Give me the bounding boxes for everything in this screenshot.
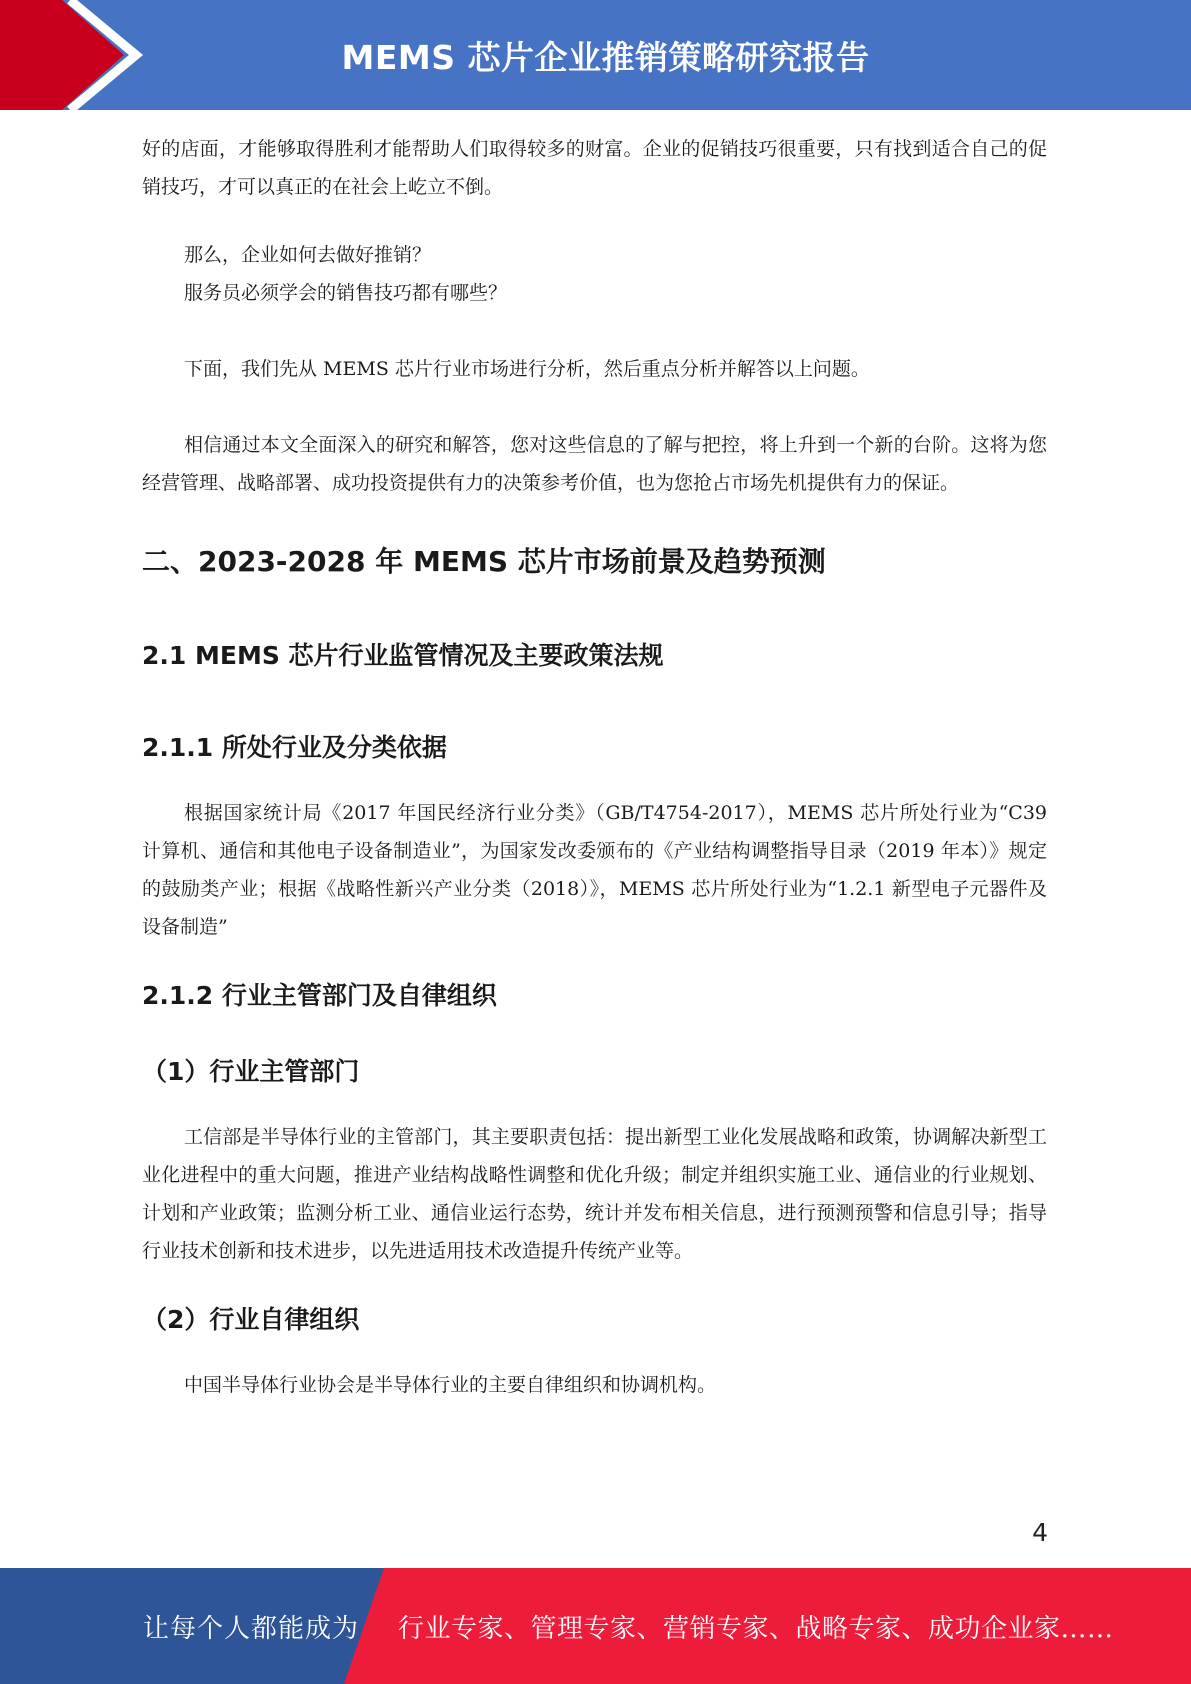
- footer-slogan-left: 让每个人都能成为: [143, 1613, 360, 1644]
- subsection-heading-2-1-1: 2.1.1 所处行业及分类依据: [142, 733, 447, 762]
- paragraph-analysis-plan: 下面，我们先从 MEMS 芯片行业市场进行分析，然后重点分析并解答以上问题。: [184, 358, 870, 380]
- subsection-heading-2-1: 2.1 MEMS 芯片行业监管情况及主要政策法规: [142, 641, 664, 670]
- question-1: 那么，企业如何去做好推销？: [184, 244, 432, 266]
- header-banner: [0, 0, 1191, 110]
- heading-authority: （1）行业主管部门: [142, 1057, 360, 1086]
- paragraph-self-regulation: 中国半导体行业协会是半导体行业的主要自律组织和协调机构。: [184, 1374, 717, 1396]
- paragraph-intro: 好的店面，才能够取得胜利才能帮助人们取得较多的财富。企业的促销技巧很重要，只有找到适合自己的促销技巧，才可以真正的在社会上屹立不倒。: [142, 138, 1047, 198]
- question-2: 服务员必须学会的销售技巧都有哪些？: [184, 282, 508, 304]
- subsection-heading-2-1-2: 2.1.2 行业主管部门及自律组织: [142, 981, 497, 1010]
- document-body: [142, 130, 1047, 1404]
- footer-slogan-right: 行业专家、管理专家、营销专家、战略专家、成功企业家……: [398, 1613, 1114, 1644]
- paragraph-value: 相信通过本文全面深入的研究和解答，您对这些信息的了解与把控，将上升到一个新的台阶。这将为您经营管理、战略部署、成功投资提供有力的决策参考价值，也为您抢占市场先机提供有力的保证。: [142, 434, 1047, 494]
- heading-self-regulation: （2）行业自律组织: [142, 1305, 360, 1334]
- section-heading-2: 二、2023-2028 年 MEMS 芯片市场前景及趋势预测: [142, 545, 826, 578]
- footer-banner: [0, 1568, 1191, 1684]
- page-number: 4: [1032, 1518, 1048, 1547]
- paragraph-authority: 工信部是半导体行业的主管部门，其主要职责包括：提出新型工业化发展战略和政策，协调解决新型工业化进程中的重大问题，推进产业结构战略性调整和优化升级；制定并组织实施工业、通信业的行业规划、计划和产业政策；监测分析工业、通信业运行态势，统计并发布相关信息，进行预测预警和信息引导；指导行业技术创新和技术进步，以先进适用技术改造提升传统产业等。: [142, 1126, 1047, 1262]
- paragraph-classification: 根据国家统计局《2017 年国民经济行业分类》（GB/T4754-2017），MEMS 芯片所处行业为“C39 计算机、通信和其他电子设备制造业”，为国家发改委颁布的《产业结构调整指导目录（2019 年本）》规定的鼓励类产业；根据《战略性新兴产业分类（2018）》，MEMS 芯片所处行业为“1.2.1 新型电子元器件及设备制造”: [142, 802, 1047, 938]
- document-title: MEMS 芯片企业推销策略研究报告: [341, 37, 870, 77]
